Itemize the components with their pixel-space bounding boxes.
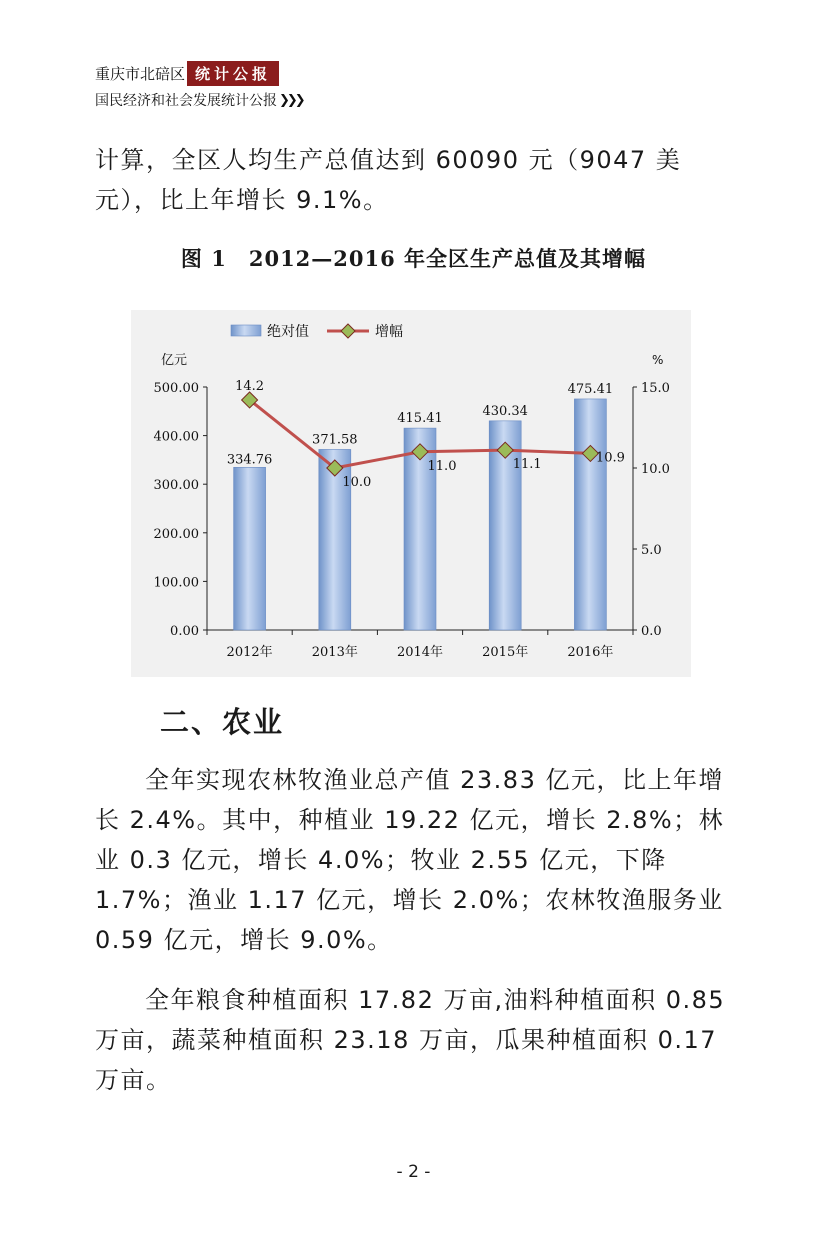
report-header <box>95 60 303 110</box>
legend-line-label: 增幅 <box>375 324 403 340</box>
growth-value-label: 10.9 <box>595 450 625 466</box>
left-tick-label: 500.00 <box>153 381 199 396</box>
bar-value-label: 371.58 <box>312 432 358 448</box>
bar-value-label: 415.41 <box>397 411 443 427</box>
right-tick-label: 5.0 <box>641 543 662 558</box>
figure-title: 图 1 2012—2016 年全区生产总值及其增幅 <box>180 246 647 271</box>
bar-2016年 <box>574 399 606 630</box>
left-tick-label: 300.00 <box>153 478 199 494</box>
header-badge: 统计公报 <box>187 61 279 86</box>
x-tick-label: 2013年 <box>311 645 358 660</box>
gdp-chart <box>131 310 691 677</box>
right-axis-unit: % <box>652 353 664 367</box>
left-tick-label: 400.00 <box>153 429 199 445</box>
growth-value-label: 11.1 <box>512 457 542 473</box>
growth-value-label: 10.0 <box>342 475 372 490</box>
growth-value-label: 14.2 <box>235 378 265 394</box>
right-tick-label: 0.0 <box>641 624 662 639</box>
right-tick-label: 10.0 <box>641 462 670 477</box>
legend-bar-swatch <box>231 325 261 336</box>
legend-bar-label: 绝对值 <box>267 324 309 340</box>
right-tick-label: 15.0 <box>641 381 670 396</box>
chart-canvas <box>131 310 691 677</box>
page-number: - 2 - <box>396 1162 431 1182</box>
x-tick-label: 2016年 <box>567 645 614 660</box>
x-tick-label: 2012年 <box>226 645 273 660</box>
left-tick-label: 200.00 <box>153 526 199 542</box>
intro-paragraph: 计算，全区人均生产总值达到 60090 元（9047 美元），比上年增长 9.1%。 <box>95 146 682 214</box>
legend-marker-swatch <box>341 324 355 338</box>
bar-value-label: 475.41 <box>567 381 614 397</box>
left-axis-unit: 亿元 <box>161 353 188 368</box>
chevrons-icon: ❯❯❯ <box>279 92 303 108</box>
growth-value-label: 11.0 <box>427 458 457 474</box>
agriculture-paragraph-1: 全年实现农林牧渔业总产值 23.83 亿元，比上年增长 2.4%。其中，种植业 19.22 亿元，增长 2.8%；林业 0.3 亿元，增长 4.0%；牧业 2.55 亿元，下降 1.7%；渔业 1.17 亿元，增长 2.0%；农林牧渔服务业 0.59 亿元，增长 9.0%。 <box>95 766 725 954</box>
x-tick-label: 2015年 <box>482 645 529 660</box>
bar-value-label: 430.34 <box>482 403 528 419</box>
section-title: 二、农业 <box>160 705 285 739</box>
x-tick-label: 2014年 <box>396 645 444 660</box>
header-subtitle: 国民经济和社会发展统计公报 <box>95 93 277 109</box>
left-tick-label: 100.00 <box>153 575 199 591</box>
header-city: 重庆市北碚区 <box>95 64 186 83</box>
agriculture-paragraph-2: 全年粮食种植面积 17.82 万亩,油料种植面积 0.85 万亩，蔬菜种植面积 23.18 万亩，瓜果种植面积 0.17 万亩。 <box>95 986 726 1094</box>
left-tick-label: 0.00 <box>170 624 199 639</box>
bar-2012年 <box>234 467 266 630</box>
bar-value-label: 334.76 <box>226 452 273 468</box>
